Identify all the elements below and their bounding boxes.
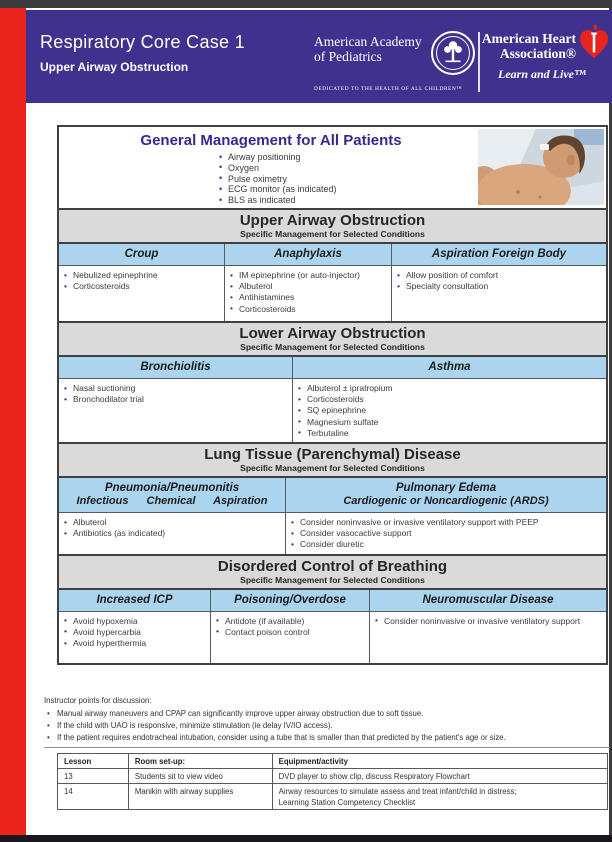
- bullet-item: • Corticosteroids: [228, 304, 388, 315]
- column-list: [370, 612, 606, 663]
- lung-tissue-columns: [59, 478, 606, 554]
- general-management-title: General Management for All Patients: [140, 132, 402, 149]
- bullet-item: • Nebulized epinephrine: [62, 270, 221, 281]
- column-header: Croup: [59, 244, 224, 266]
- col-header-room-setup: Room set-up:: [128, 754, 272, 769]
- column-pneumonia: [59, 478, 286, 554]
- table-row: [58, 769, 608, 784]
- bullet-item: • Albuterol: [62, 517, 282, 528]
- aap-name-line2: of Pediatrics: [314, 49, 382, 64]
- column-header: [286, 478, 606, 513]
- upper-airway-columns: [59, 244, 606, 321]
- aha-logo-text: [464, 32, 576, 61]
- section-subtitle: Specific Management for Selected Conditions: [240, 463, 425, 474]
- red-accent-bar: [0, 8, 26, 835]
- room-setup-cell: Manikin with airway supplies: [128, 784, 272, 810]
- bullet-item: • Antibiotics (as indicated): [62, 528, 282, 539]
- bullet-item: • Avoid hypercarbia: [62, 627, 207, 638]
- column-list: [286, 513, 606, 554]
- column-header-sub: Infectious Chemical Aspiration: [76, 495, 268, 508]
- column-list: [293, 379, 606, 442]
- column-header: Bronchiolitis: [59, 357, 292, 379]
- bullet-item: • Antihistamines: [228, 292, 388, 303]
- bullet-item: • Antidote (if available): [214, 616, 366, 627]
- aha-tagline: Learn and Live™: [498, 67, 586, 81]
- column-croup: [59, 244, 225, 321]
- column-list: [59, 266, 224, 321]
- lower-airway-columns: [59, 357, 606, 442]
- aha-name-line2: Association®: [499, 45, 576, 61]
- general-management-list: [217, 152, 337, 206]
- bullet-item: • Contact poison control: [214, 627, 366, 638]
- column-list: [225, 266, 391, 321]
- column-header: Neuromuscular Disease: [370, 590, 606, 612]
- bullet-item: • Pulse oximetry: [217, 174, 337, 185]
- section-title: Lung Tissue (Parenchymal) Disease: [204, 446, 461, 464]
- bullet-item: • Corticosteroids: [62, 281, 221, 292]
- section-subtitle: Specific Management for Selected Conditions: [240, 574, 425, 585]
- bullet-item: • ECG monitor (as indicated): [217, 184, 337, 195]
- room-setup-cell: Students sit to view video: [128, 769, 272, 784]
- column-header: [59, 478, 285, 513]
- management-table: [57, 125, 608, 665]
- aap-logo-text: [314, 34, 422, 64]
- section-title: Disordered Control of Breathing: [217, 557, 448, 575]
- section-subtitle: Specific Management for Selected Conditions: [240, 342, 425, 352]
- bullet-item: • Consider vasocactive support: [289, 528, 603, 539]
- column-list: [59, 513, 285, 554]
- bullet-item: • Specialty consultation: [395, 281, 603, 292]
- bullet-item: • Nasal suctioning: [62, 383, 289, 394]
- bullet-item: • Airway positioning: [217, 152, 337, 163]
- instructor-notes-title: Instructor points for discussion:: [44, 696, 152, 705]
- aha-heart-torch-icon: [578, 24, 610, 60]
- column-bronchiolitis: [59, 357, 293, 442]
- column-list: [59, 379, 292, 442]
- title-banner: [26, 10, 612, 103]
- bullet-item: • Consider noninvasive or invasive ventilatory support with PEEP: [289, 517, 603, 528]
- bullet-item: • Allow position of comfort: [395, 270, 603, 281]
- column-list: [59, 612, 210, 663]
- column-anaphylaxis: [225, 244, 392, 321]
- bullet-item: • BLS as indicated: [217, 195, 337, 206]
- lesson-number-cell: 13: [58, 769, 129, 784]
- column-poisoning-overdose: [211, 590, 370, 663]
- section-header-upper-airway: [59, 208, 606, 244]
- column-list: [392, 266, 606, 321]
- column-header-main: Pulmonary Edema: [395, 482, 497, 495]
- equipment-line2: Learning Station Competency Checklist: [278, 798, 416, 807]
- section-subtitle: Specific Management for Selected Conditions: [240, 229, 425, 239]
- column-header: Poisoning/Overdose: [211, 590, 369, 612]
- bottom-edge-bar: [0, 835, 612, 842]
- column-header-main: Pneumonia/Pneumonitis: [104, 482, 240, 495]
- bullet-item: • Magnesium sulfate: [296, 417, 603, 428]
- section-header-lower-airway: [59, 321, 606, 357]
- instructor-notes-list: [44, 708, 608, 745]
- column-aspiration-foreign-body: [392, 244, 606, 321]
- note-item: • If the child with UAO is responsive, minimize stimulation (ie delay IV/IO access).: [44, 720, 608, 732]
- bullet-item: • Corticosteroids: [296, 394, 603, 405]
- column-header: Increased ICP: [59, 590, 210, 612]
- column-header: Asthma: [293, 357, 606, 379]
- column-increased-icp: [59, 590, 211, 663]
- bullet-item: • Bronchodilator trial: [62, 394, 289, 405]
- general-management-row: [59, 127, 606, 208]
- bullet-item: • Oxygen: [217, 163, 337, 174]
- bullet-item: • IM epinephrine (or auto-injector): [228, 270, 388, 281]
- column-header: Aspiration Foreign Body: [392, 244, 606, 266]
- aha-name-line1: American Heart: [481, 31, 576, 46]
- bullet-item: • Avoid hyperthermia: [62, 638, 207, 649]
- bullet-item: • SQ epinephrine: [296, 405, 603, 416]
- aap-name-line1: American Academy: [314, 34, 422, 49]
- bullet-item: • Avoid hypoxemia: [62, 616, 207, 627]
- section-title: Lower Airway Obstruction: [239, 325, 426, 342]
- lesson-number-cell: 14: [58, 784, 129, 810]
- section-header-disordered-breathing: [59, 554, 606, 590]
- col-header-equipment: Equipment/activity: [272, 754, 607, 769]
- column-neuromuscular-disease: [370, 590, 606, 663]
- bullet-item: • Albuterol: [228, 281, 388, 292]
- section-header-lung-tissue: [59, 442, 606, 478]
- instructor-notes: [44, 696, 608, 745]
- bullet-item: • Consider diuretic: [289, 539, 603, 550]
- case-subtitle: Upper Airway Obstruction: [40, 60, 189, 74]
- equipment-cell: DVD player to show clip, discuss Respiratory Flowchart: [272, 769, 607, 784]
- bullet-item: • Terbutaline: [296, 428, 603, 439]
- case-title: Respiratory Core Case 1: [40, 32, 245, 52]
- aap-tagline: DEDICATED TO THE HEALTH OF ALL CHILDREN™: [314, 86, 463, 92]
- note-item: • If the patient requires endotracheal intubation, consider using a tube that is smaller than that predicted by the patient's age or size.: [44, 732, 608, 744]
- column-header-sub: Cardiogenic or Noncardiogenic (ARDS): [343, 495, 549, 508]
- disordered-breathing-columns: [59, 590, 606, 663]
- col-header-lesson: Lesson: [58, 754, 129, 769]
- notes-divider-line: [44, 747, 610, 748]
- infant-photo: [478, 129, 604, 205]
- table-row: [58, 784, 608, 810]
- top-edge-bar: [0, 0, 612, 8]
- note-item: • Manual airway maneuvers and CPAP can significantly improve upper airway obstruction due to soft tissue.: [44, 708, 608, 720]
- lesson-table: [57, 753, 608, 810]
- lesson-table-header-row: [58, 754, 608, 769]
- equipment-line1: Airway resources to simulate assess and treat infant/child in distress;: [278, 787, 517, 796]
- column-header: Anaphylaxis: [225, 244, 391, 266]
- column-asthma: [293, 357, 606, 442]
- equipment-cell: [272, 784, 607, 810]
- section-title: Upper Airway Obstruction: [239, 212, 426, 229]
- column-pulmonary-edema: [286, 478, 606, 554]
- bullet-item: • Consider noninvasive or invasive ventilatory support: [373, 616, 603, 627]
- column-list: [211, 612, 369, 663]
- bullet-item: • Albuterol ± ipratropium: [296, 383, 603, 394]
